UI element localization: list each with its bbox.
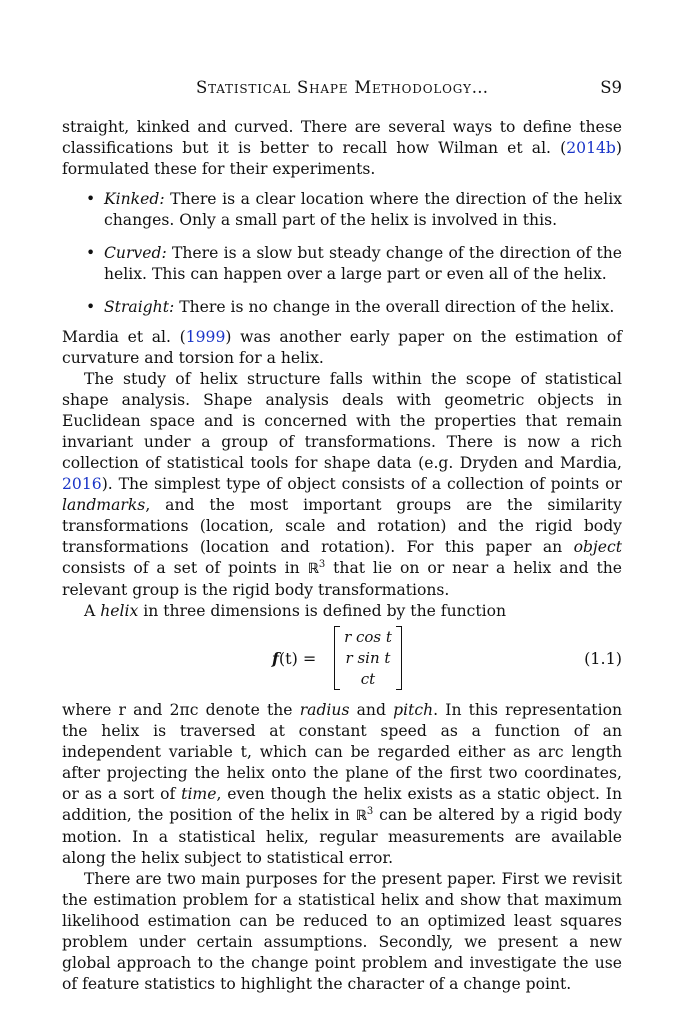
body-text: [62, 117, 622, 995]
classification-list: [62, 189, 622, 318]
vector-row-x: r cos t: [344, 628, 392, 646]
purposes-paragraph: There are two main purposes for the present paper. First we revisit the estimation problem for a statistical helix and show that maximum likelihood estimation can be reduced to an optimized least squares problem under certain assumptions. Secondly, we present a new global approach to the change point problem and investigate the use of feature statistics to highlight the character of a change point.: [62, 870, 622, 993]
where-paragraph: where r and 2πc denote the radius and pitch. In this representation the helix is traversed at constant speed as a function of an independent variable t, which can be regarded either as arc length after projecting the helix onto the plane of the first two coordinates, or as a sort of time, even though the helix exists as a static object. In addition, the position of the helix in ℝ$^3$ can be altered by a rigid body motion. In a statistical helix, regular measurements are available along the helix subject to statistical error.: [62, 701, 622, 867]
intro-paragraph: straight, kinked and curved. There are several ways to define these classifications but it is better to recall how Wilman et al. (2014b) formulated these for their experiments.: [62, 118, 622, 178]
bullet-icon: •: [86, 298, 96, 316]
helix-definition: A helix in three dimensions is defined by the function: [84, 602, 507, 620]
running-header: [62, 78, 622, 100]
citation-link-1999[interactable]: 1999: [185, 328, 226, 346]
list-item-straight: • Straight: There is no change in the overall direction of the helix.: [86, 298, 615, 316]
list-item-curved: • Curved: There is a slow but steady change of the direction of the helix. This can happen over a large part or even all of the helix.: [86, 244, 622, 283]
list-item-kinked: • Kinked: There is a clear location where the direction of the helix changes. Only a small part of the helix is involved in this.: [86, 190, 622, 229]
equation-1-1: [62, 626, 622, 694]
vector-row-y: r sin t: [345, 649, 391, 667]
citation-link-2014b[interactable]: 2014b: [566, 139, 616, 157]
mardia-paragraph: Mardia et al. (1999) was another early paper on the estimation of curvature and torsion for a helix.: [62, 328, 622, 367]
equation-lhs: f(t) =: [272, 649, 317, 668]
equation-number: (1.1): [584, 649, 622, 668]
citation-link-2016[interactable]: 2016: [62, 475, 102, 493]
running-title: Statistical Shape Methodology…: [196, 78, 489, 97]
right-bracket: [396, 626, 402, 690]
helix-vector: [334, 626, 402, 690]
vector-row-z: ct: [360, 670, 376, 688]
bullet-icon: •: [86, 244, 96, 262]
shape-analysis-paragraph: The study of helix structure falls within the scope of statistical shape analysis. Shape analysis deals with geometric objects in Euclidean space and is concerned with the properties that remain invariant under a group of transformations. There is now a rich collection of statistical tools for shape data (e.g. Dryden and Mardia, 2016). The simplest type of object consists of a collection of points or landmarks, and the most important groups are the similarity transformations (location, scale and rotation) and the rigid body transformations (location and rotation). For this paper an object consists of a set of points in ℝ$^3$ that lie on or near a helix and the relevant group is the rigid body transformations.: [62, 370, 622, 599]
page-number: S9: [600, 78, 622, 97]
bullet-icon: •: [86, 190, 96, 208]
